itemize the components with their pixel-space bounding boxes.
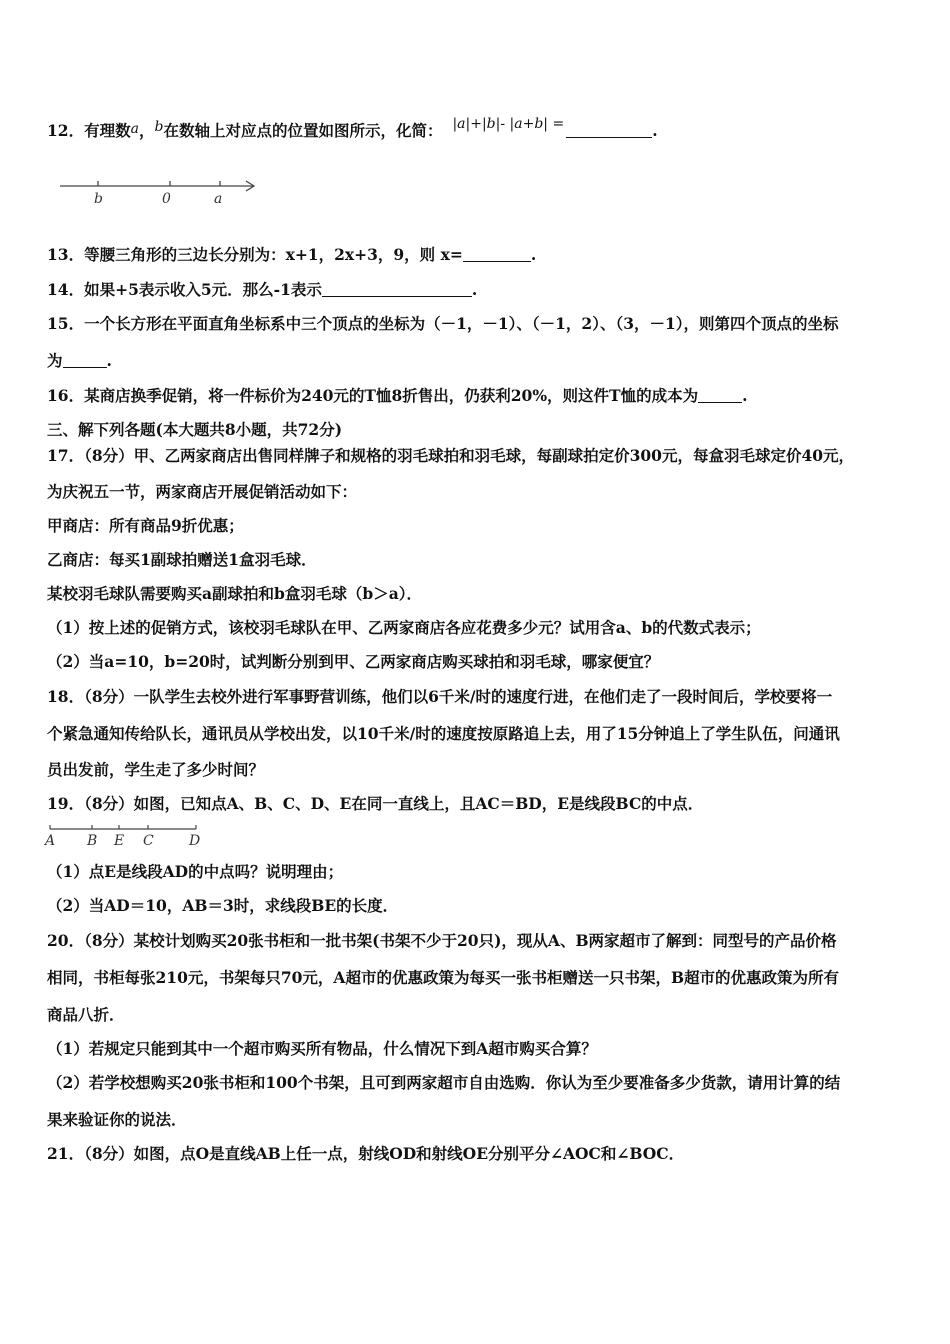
question-17-line-3: 甲商店：所有商品9折优惠； bbox=[47, 516, 244, 535]
question-20-part-2: （2）若学校想购买20张书柜和100个书架，且可到两家超市自由选购．你认为至少要准备多少货款，请用计算的结 bbox=[47, 1073, 841, 1092]
point-label-zero: 0 bbox=[162, 191, 171, 207]
point-label-D: D bbox=[189, 833, 201, 849]
question-17-line-2: 为庆祝五一节，两家商店开展促销活动如下： bbox=[47, 482, 358, 501]
question-12: 12．有理数a，b在数轴上对应点的位置如图所示，化简： |a|+|b|- |a+b| = . bbox=[47, 116, 658, 140]
question-20-part-2-line-2: 果来验证你的说法． bbox=[47, 1110, 187, 1129]
question-20-line-3: 商品八折． bbox=[47, 1005, 125, 1024]
point-label-E: E bbox=[114, 833, 125, 849]
question-20-line-2: 相同，书柜每张210元，书架每只70元，A超市的优惠政策为每买一张书柜赠送一只书架，B超市的优惠政策为所有 bbox=[47, 968, 840, 987]
answer-blank bbox=[566, 123, 652, 138]
point-label-a: a bbox=[214, 191, 223, 207]
question-14: 14．如果+5表示收入5元．那么-1表示 . bbox=[47, 280, 478, 299]
question-19-part-1: （1）点E是线段AD的中点吗？说明理由； bbox=[47, 862, 344, 881]
point-label-b: b bbox=[94, 191, 103, 207]
question-17-line-4: 乙商店：每买1副球拍赠送1盒羽毛球． bbox=[47, 550, 317, 569]
question-17-line-5: 某校羽毛球队需要购买a副球拍和b盒羽毛球（b＞a）． bbox=[47, 584, 423, 603]
question-15: 15．一个长方形在平面直角坐标系中三个顶点的坐标为（－1，－1）、（－1，2）、（3，－1），则第四个顶点的坐标 bbox=[47, 314, 839, 333]
question-19-part-2: （2）当AD＝10，AB＝3时，求线段BE的长度． bbox=[47, 896, 399, 915]
question-18: 18．（8分）一队学生去校外进行军事野营训练，他们以6千米/时的速度行进，在他们走了一段时间后，学校要将一 bbox=[47, 687, 833, 706]
question-20-part-1: （1）若规定只能到其中一个超市购买所有物品，什么情况下到A超市购买合算？ bbox=[47, 1039, 597, 1058]
answer-blank bbox=[63, 353, 107, 368]
abs-expression: |a|+|b|- |a+b| = bbox=[452, 116, 565, 132]
question-13: 13．等腰三角形的三边长分别为：x+1，2x+3，9，则 x= . bbox=[47, 245, 537, 264]
question-17: 17．（8分）甲、乙两家商店出售同样牌子和规格的羽毛球拍和羽毛球，每副球拍定价300元，每盒羽毛球定价40元， bbox=[47, 446, 855, 465]
point-label-B: B bbox=[87, 833, 98, 849]
question-17-part-2: （2）当a=10，b=20时，试判断分别到甲、乙两家商店购买球拍和羽毛球，哪家便宜？ bbox=[47, 652, 660, 671]
question-16: 16．某商店换季促销，将一件标价为240元的T恤8折售出，仍获利20%，则这件T恤的成本为 . bbox=[47, 386, 748, 405]
answer-blank bbox=[322, 282, 472, 297]
section-heading: 三、解下列各题(本大题共8小题，共72分) bbox=[47, 420, 343, 439]
point-label-A: A bbox=[45, 833, 56, 849]
segment-figure bbox=[44, 822, 214, 854]
question-18-line-3: 员出发前，学生走了多少时间？ bbox=[47, 760, 265, 779]
question-17-part-1: （1）按上述的促销方式，该校羽毛球队在甲、乙两家商店各应花费多少元？试用含a、b的代数式表示； bbox=[47, 618, 761, 637]
question-20: 20．（8分）某校计划购买20张书柜和一批书架(书架不少于20只)，现从A、B两家超市了解到：同型号的产品价格 bbox=[47, 931, 837, 950]
question-21: 21．（8分）如图，点O是直线AB上任一点，射线OD和射线OE分别平分∠AOC和∠BOC． bbox=[47, 1144, 685, 1163]
point-label-C: C bbox=[143, 833, 154, 849]
number-line-figure bbox=[58, 176, 263, 212]
question-18-line-2: 个紧急通知传给队长，通讯员从学校出发，以10千米/时的速度按原路追上去，用了15分钟追上了学生队伍，问通讯 bbox=[47, 724, 840, 743]
question-number: 12． bbox=[47, 121, 85, 140]
answer-blank bbox=[463, 247, 531, 262]
answer-blank bbox=[698, 388, 742, 403]
question-19: 19．（8分）如图，已知点A、B、C、D、E在同一直线上，且AC＝BD，E是线段BC的中点． bbox=[47, 794, 704, 813]
question-15-line-2: 为 . bbox=[47, 351, 112, 370]
